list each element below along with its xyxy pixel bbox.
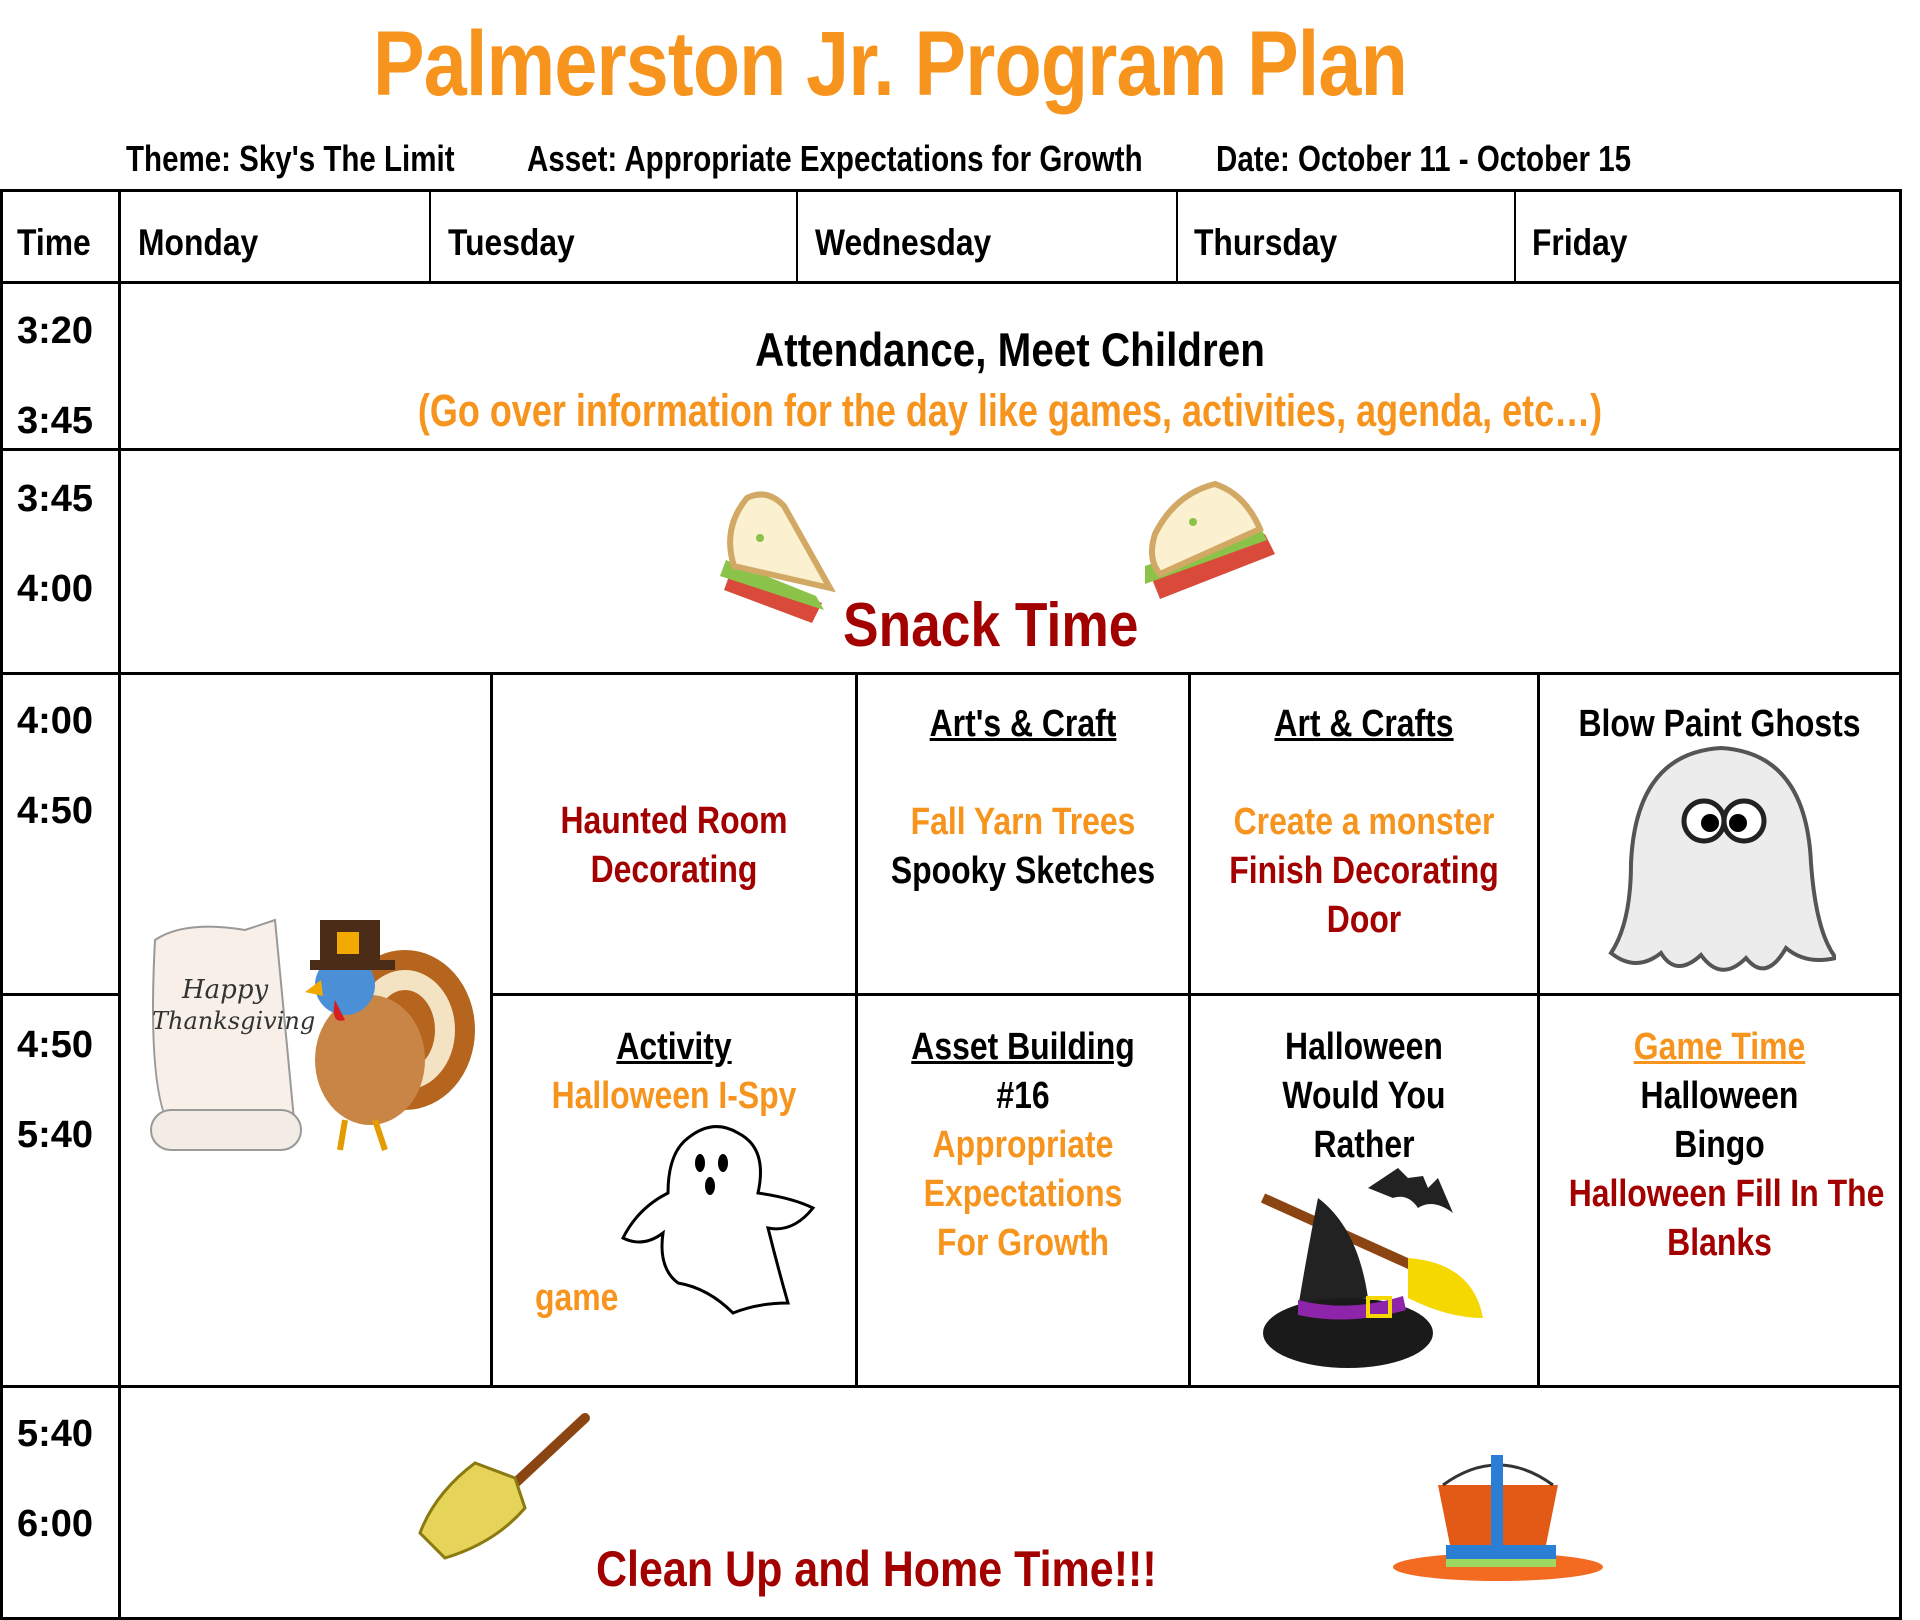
sandwich-icon	[1135, 474, 1295, 644]
ghost-outline-icon	[618, 1118, 818, 1318]
clean-up-label: Clean Up and Home Time!!!	[596, 1541, 1157, 1597]
tuesday-activity-1: Haunted Room Decorating	[560, 800, 788, 891]
attendance-subtext: (Go over information for the day like games, activities, agenda, etc…)	[417, 385, 1603, 436]
friday-activity-2: Game Time Halloween Bingo Halloween Fill In The Blanks	[1540, 1023, 1899, 1268]
thursday-activity-2: Halloween Would You Rather	[1282, 1026, 1446, 1166]
time-label: 3:45	[17, 478, 94, 520]
time-label: 4:50	[17, 1024, 94, 1066]
time-label: 5:40	[17, 1114, 94, 1156]
thursday-activity-1: Art & Crafts Create a monster Finish Decorating Door	[1191, 700, 1537, 945]
header-friday: Friday	[1532, 222, 1628, 263]
header-time: Time	[17, 222, 91, 263]
time-label: 4:50	[17, 790, 94, 832]
snack-time-label: Snack Time	[843, 591, 1139, 660]
friday-activity-1	[1540, 700, 1899, 749]
thanksgiving-turkey-image	[145, 900, 475, 1170]
wednesday-activity-2: Asset Building #16 Appropriate Expectations For Growth	[858, 1023, 1188, 1268]
time-label: 4:00	[17, 568, 94, 610]
header-tuesday: Tuesday	[448, 222, 575, 263]
game-time-heading: Game Time	[1633, 1026, 1806, 1068]
ghost-icon	[1606, 743, 1836, 988]
time-label: 3:45	[17, 400, 94, 442]
attendance-text: Attendance, Meet Children	[755, 323, 1265, 376]
witch-hat-icon	[1258, 1168, 1488, 1378]
happy-text: Happy	[182, 975, 269, 1005]
date-label: Date: October 11 - October 15	[1216, 138, 1632, 179]
asset-building-heading: Asset Building	[911, 1026, 1135, 1068]
tuesday-activity-2: Activity Halloween I-Spy	[493, 1023, 855, 1121]
game-label: game	[535, 1277, 619, 1319]
header-monday: Monday	[138, 222, 259, 263]
sandwich-icon	[712, 488, 842, 638]
friday-heading: Blow Paint Ghosts	[1578, 703, 1861, 745]
time-label: 3:20	[17, 310, 94, 352]
wednesday-heading: Art's & Craft	[929, 703, 1117, 745]
header-thursday: Thursday	[1194, 222, 1338, 263]
page-title: Palmerston Jr. Program Plan	[373, 13, 1407, 115]
header-wednesday: Wednesday	[815, 222, 992, 263]
asset-label: Asset: Appropriate Expectations for Growth	[527, 138, 1143, 179]
broom-icon	[415, 1413, 590, 1563]
theme-label: Theme: Sky's The Limit	[126, 138, 455, 179]
time-label: 6:00	[17, 1503, 94, 1545]
wednesday-activity-1: Art's & Craft Fall Yarn Trees Spooky Sketches	[858, 700, 1188, 896]
thanksgiving-text: Thanksgiving	[152, 1007, 316, 1035]
tuesday-heading: Activity	[616, 1026, 732, 1068]
thursday-heading: Art & Crafts	[1274, 703, 1454, 745]
time-label: 5:40	[17, 1413, 94, 1455]
mop-bucket-icon	[1388, 1455, 1608, 1585]
time-label: 4:00	[17, 700, 94, 742]
